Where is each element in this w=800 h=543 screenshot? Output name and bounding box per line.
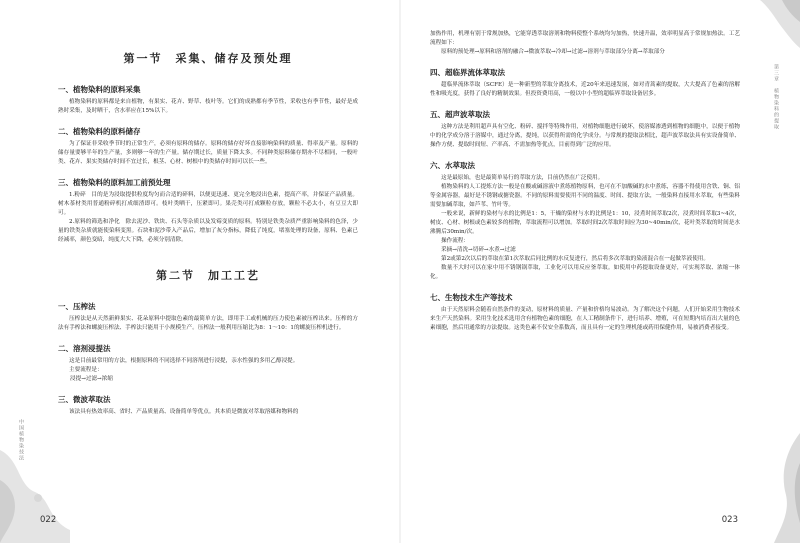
running-head: 中国植物染技法 bbox=[18, 419, 24, 461]
paragraph: 第2或第2次以后的萃取在第1次萃取后同比例的水反复进行，然后将多次萃取的染液混合在一起做萃液使用。 bbox=[441, 256, 709, 262]
paragraph: 植物染料的人工提炼方法一般是在酸或碱溶液中煮练植物原料，也可在不加酸碱的水中煮练，容器不得使用含铁、铜、铝等金属容器，最好是不锈钢或搪瓷器。不同的原料需要使用不同的温度、时间、提取方法，一般染料直接用水萃取，有些染料需要加碱萃取，如芦苇、竹叶等。 bbox=[430, 184, 740, 208]
subheading: 一、植物染料的原料采集 bbox=[58, 85, 141, 94]
process-flow: 采摘→清洗→切碎→水煮→过滤 bbox=[441, 247, 516, 253]
page-number: 022 bbox=[40, 515, 57, 525]
left-text-column bbox=[58, 46, 358, 417]
section-title: 第二节 加工工艺 bbox=[156, 269, 260, 282]
paragraph: 超临界流体萃取（SCFE）是一种新型的萃取分离技术，近20年来迅速发展，如对青蒿素的提取，大大提高了色素的溶解性和吸光度，获得了良好的精制效果。但投资费用高，一般以中小型的超临界萃取设备居多。 bbox=[430, 82, 740, 97]
subheading: 二、溶剂浸提法 bbox=[58, 344, 111, 353]
section-title: 第一节 采集、储存及预处理 bbox=[123, 52, 293, 65]
ink-wash-decoration bbox=[740, 0, 800, 60]
running-head: 第三章 植物染料的提取 bbox=[773, 64, 779, 130]
paragraph: 这是目前最常用的方法，根据原料的不同选择不同溶剂进行浸提，亲水性强的多用乙醇浸提。 bbox=[69, 358, 299, 364]
paragraph: 压榨法是从天然新鲜果实、花朵原料中提取色素的最简单方法，即用手工或机械的压力使色素被压榨出来。压榨的方法有手榨法和螺旋压榨法、手榨法只能用于小规模生产。压榨法一般利用压缩比为8：1～10：1的螺旋压榨机进行。 bbox=[58, 316, 358, 331]
paragraph: 操作流程： bbox=[441, 238, 469, 244]
paragraph: 数量不大时可以在家中用不锈钢锅萃取，工业化可以用反应釜萃取。如使用中药提取设备更好，可实现萃取、浓缩一体化。 bbox=[430, 265, 740, 280]
paragraph: 为了保证非采收季节时的正常生产，必须有原料的储存。原料的储存好坏直接影响染料的质量、得率及产量。原料的储存量要够半年的生产量，多则够一年的生产量。储存期过长，质量下降太多。不同种类原料储存期亦不尽相同，一般叶类、花卉、果实类储存时间不宜过长，根茎、心材、树根中的类储存时间可以长一些。 bbox=[58, 141, 358, 165]
process-flow: 浸提→过滤→浓缩 bbox=[70, 376, 113, 382]
paragraph: 由于天然原料会随着自然条件的变动，原材料的质量、产量和价格均易波动。为了解决这个问题，人们开始采用生物技术来生产天然染料。采用生化技术选用含有植物色素的细胞，在人工精制条件下，进行培养、增殖，可在短期内培育出大量的色素细胞，然后用通常的方法提取。这类色素不仅安全系数高，而且具有一定的生理机能或药用保健作用，易被消费者接受。 bbox=[430, 307, 740, 331]
paragraph: 这种方法是利用超声具有空化、粉碎、搅拌等特殊作用，对植物细胞进行破坏，使溶媒渗透到植物的细胞中，以便于植物中的化学成分溶于溶媒中，通过分离，提纯，以获得所需的化学成分。与常规的提取法相比，超声波萃取法具有实设备简单、操作方便、提取时间短、产率高、不需加热等优点，目前得到广泛的应用。 bbox=[430, 124, 740, 148]
page-number: 023 bbox=[721, 515, 738, 525]
subheading: 五、超声波萃取法 bbox=[430, 110, 490, 119]
subheading: 三、微波萃取法 bbox=[58, 395, 111, 404]
subheading: 六、水萃取法 bbox=[430, 161, 475, 170]
ink-wash-decoration bbox=[0, 430, 70, 543]
paragraph: 加热作用，机理有别于常规加热，它能穿透萃取溶剂和物料使整个系统均匀加热，快速升温，效率明显高于常规加热法。工艺流程如下： bbox=[430, 31, 740, 46]
paragraph: 这是最原始，也是最简单易行的萃取方法，目前仍然在广泛使用。 bbox=[441, 175, 604, 181]
subheading: 三、植物染料的原料加工前预处理 bbox=[58, 178, 171, 187]
paragraph: 1.粉碎 目的是为浸取提供粒度均匀而合适的碎料，以便更迅速、更完全地浸出色素，提高产率，并保证产品质量。树木茶材类用普通粉碎机打成细渣即可。枝叶类晒干，压紧即可。果壳类可打成颗粒存放，颗粒不必太小，有豆豆大即可。 bbox=[58, 192, 358, 216]
subheading: 二、植物染料的原料储存 bbox=[58, 127, 141, 136]
paragraph: 2.原料的筛选和净化 除去泥沙、铁块、石头等杂质以及发霉变质的原料。特别是铁类杂质严重影响染料的色泽，少量的铁类杂质就能使染料变黑。石块和泥沙带入产品后，增加了灰分指标，降低了纯度，堵塞处理的设备，原料、色素已经减率，颜色变暗，纯度大大下降，必须分别清除。 bbox=[58, 219, 358, 243]
paragraph: 该法具有热效率高、省时、产品质量高、设备简单等优点。其本质是微波对萃取溶媒和物料的 bbox=[69, 409, 299, 415]
ink-wash-decoration bbox=[750, 433, 800, 543]
subheading: 一、压榨法 bbox=[58, 302, 96, 311]
right-text-column bbox=[430, 30, 740, 333]
subheading: 四、超临界流体萃取法 bbox=[430, 68, 505, 77]
paragraph: 一般来说，新鲜的染材与水的比例是1：5，干燥的染材与水的比例是1：10，浸煮时间萃取2次，浸煮时间萃取3~4次，树皮、心材、树根或色素较多的植物，萃取流程可以增加。萃取时间2次萃取时间应为30~40min/次，花叶类萃取的时间是水沸腾后30min/次。 bbox=[430, 211, 740, 235]
subheading: 七、生物技术生产等技术 bbox=[430, 293, 513, 302]
paragraph: 植物染料的原料都是来自植物，有果实、花卉、野草、枝叶等。它们的成熟都有季节性，采收也有季节性，最好是成熟时采集，及时晒干，含水率应在15%以下。 bbox=[58, 99, 358, 114]
paragraph: 主要流程是： bbox=[69, 367, 103, 373]
right-page bbox=[400, 0, 800, 543]
process-flow: 原料的预处理→原料和溶剂的融合→微波萃取→冷却→过滤→溶剂与萃取部分分离→萃取部分 bbox=[441, 49, 665, 55]
